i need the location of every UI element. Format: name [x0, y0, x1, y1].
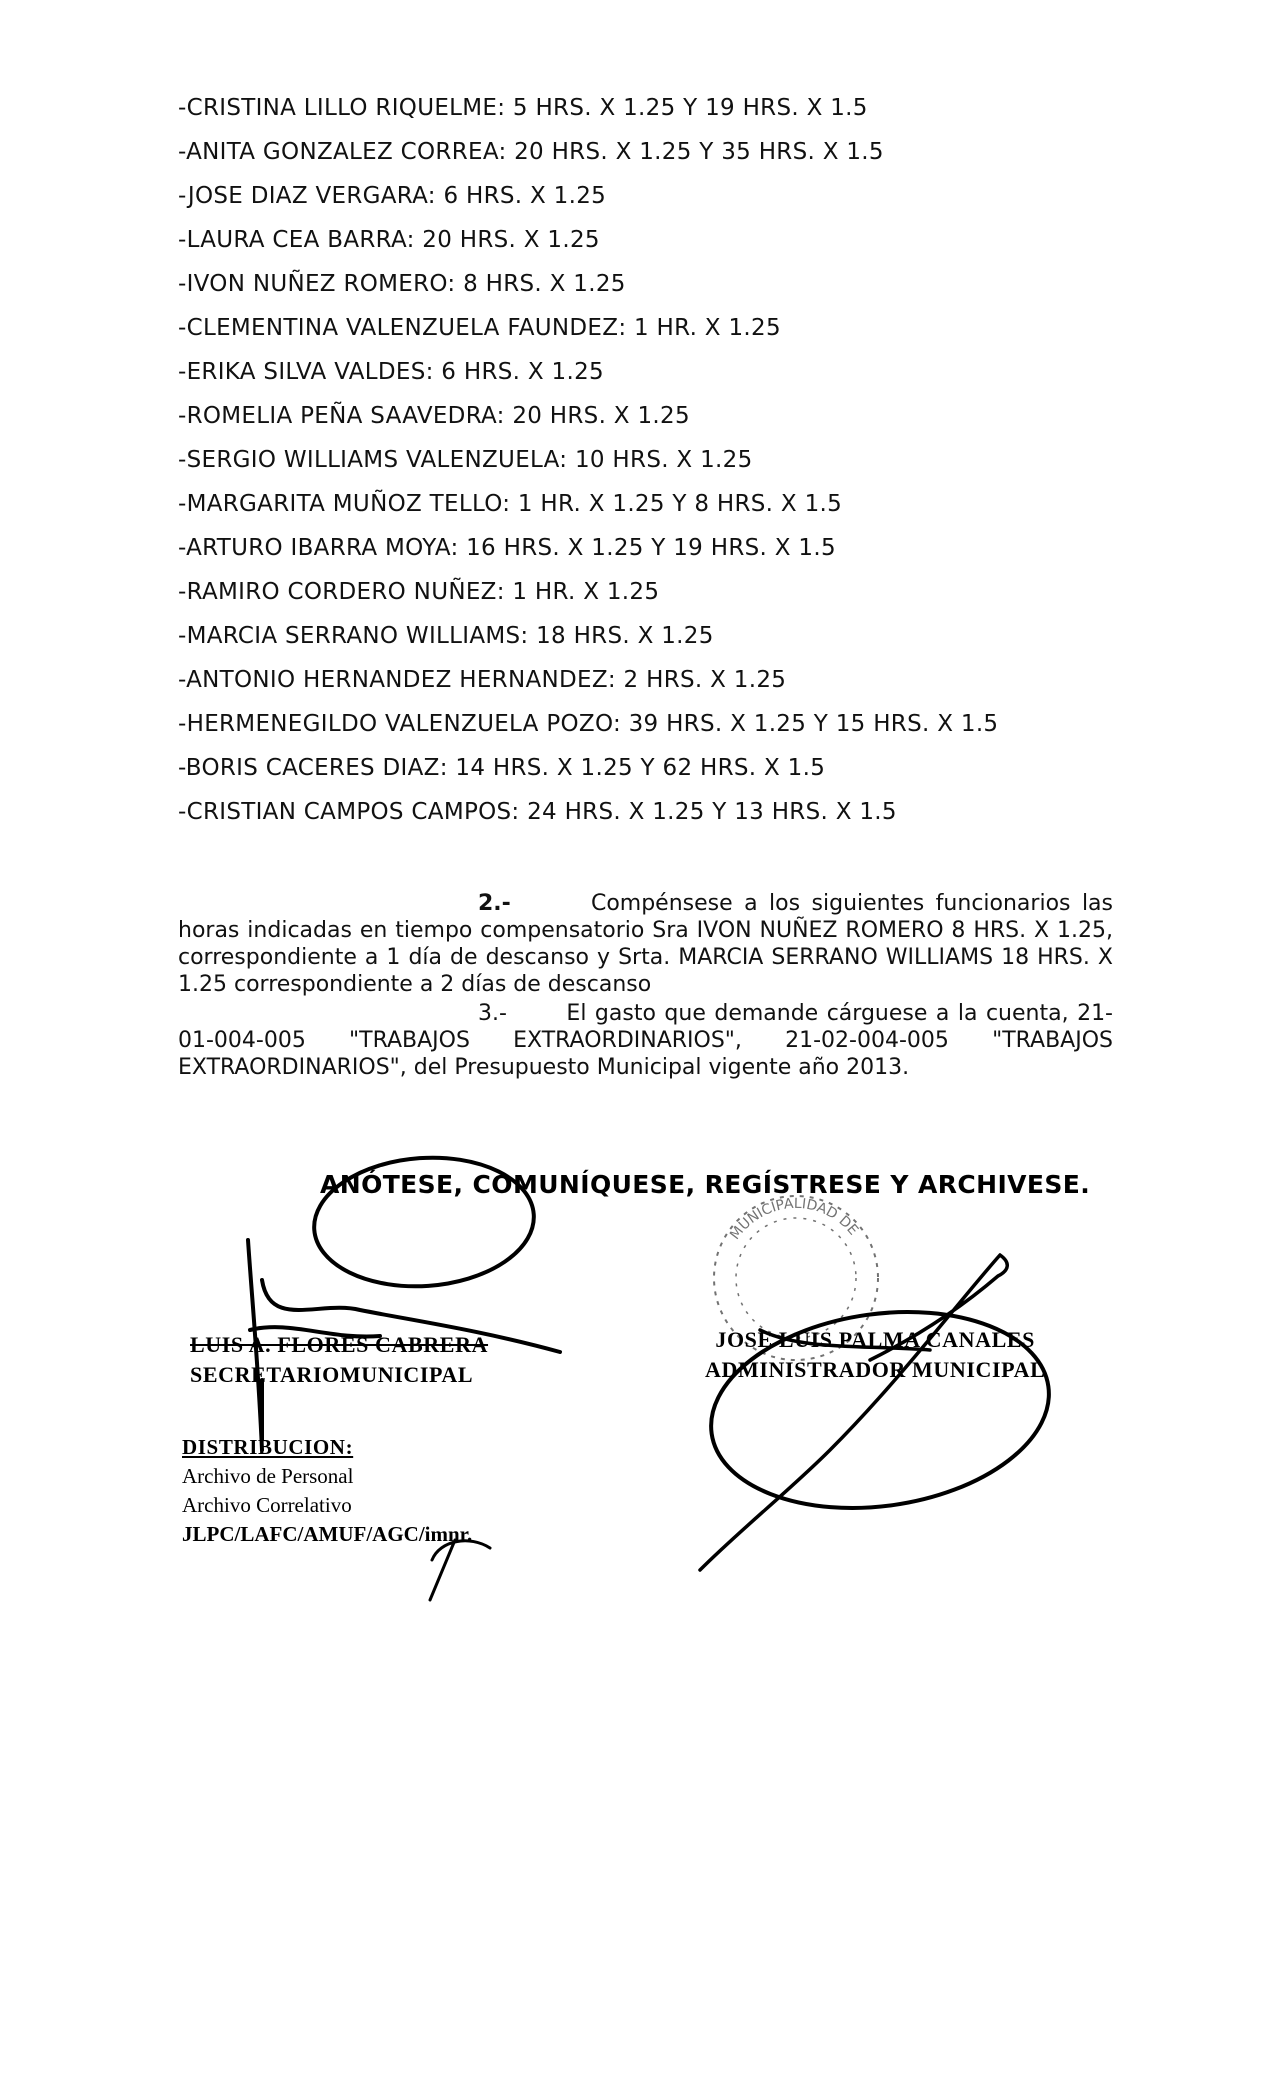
- paragraph-2: [178, 890, 1113, 998]
- staff-overtime-row: -RAMIRO CORDERO NUÑEZ: 1 HR. X 1.25: [178, 579, 660, 605]
- staff-overtime-row: -BORIS CACERES DIAZ: 14 HRS. X 1.25 Y 62 HRS. X 1.5: [178, 755, 826, 781]
- staff-overtime-row: -LAURA CEA BARRA: 20 HRS. X 1.25: [178, 227, 600, 253]
- paragraph-3-text: El gasto que demande cárguese a la cuenta, 21-01-004-005 "TRABAJOS EXTRAORDINARIOS", 21-02-004-005 "TRABAJOS EXTRAORDINARIOS", del Presupuesto Municipal vigente año 2013.: [178, 1001, 1113, 1080]
- signature-block-administrator: [705, 1325, 1045, 1385]
- distribution-item-personnel: Archivo de Personal: [182, 1464, 354, 1488]
- svg-text:MUNICIPALIDAD DE: [727, 1196, 861, 1243]
- staff-overtime-row: -ANITA GONZALEZ CORREA: 20 HRS. X 1.25 Y 35 HRS. X 1.5: [178, 139, 884, 165]
- initials-scribble: [430, 1540, 490, 1600]
- staff-overtime-row: -ROMELIA PEÑA SAAVEDRA: 20 HRS. X 1.25: [178, 403, 690, 429]
- signature-block-secretary: [190, 1330, 488, 1390]
- distribution-heading: DISTRIBUCION:: [182, 1435, 354, 1459]
- staff-overtime-row: -MARCIA SERRANO WILLIAMS: 18 HRS. X 1.25: [178, 623, 714, 649]
- staff-overtime-row: -ERIKA SILVA VALDES: 6 HRS. X 1.25: [178, 359, 604, 385]
- staff-overtime-row: -SERGIO WILLIAMS VALENZUELA: 10 HRS. X 1.25: [178, 447, 753, 473]
- paragraph-2-number: 2.-: [478, 891, 511, 916]
- distribution-item-correlative: Archivo Correlativo: [182, 1493, 352, 1517]
- staff-overtime-row: -CRISTIAN CAMPOS CAMPOS: 24 HRS. X 1.25 Y 13 HRS. X 1.5: [178, 799, 897, 825]
- distribution-initials: JLPC/LAFC/AMUF/AGC/imnr.: [182, 1522, 473, 1546]
- paragraph-2-text: Compénsese a los siguientes funcionarios las horas indicadas en tiempo compensatorio Sra IVON NUÑEZ ROMERO 8 HRS. X 1.25, correspondiente a 1 día de descanso y Srta. MARCIA SERRANO WILLIAMS 18 HRS. X 1.25 correspondiente a 2 días de descanso: [178, 891, 1113, 997]
- staff-overtime-row: -ARTURO IBARRA MOYA: 16 HRS. X 1.25 Y 19 HRS. X 1.5: [178, 535, 836, 561]
- administrator-name: JOSE LUIS PALMA CANALES: [715, 1327, 1035, 1352]
- staff-overtime-row: -IVON NUÑEZ ROMERO: 8 HRS. X 1.25: [178, 271, 626, 297]
- staff-overtime-row: -CRISTINA LILLO RIQUELME: 5 HRS. X 1.25 Y 19 HRS. X 1.5: [178, 95, 868, 121]
- paragraph-3: [178, 1000, 1113, 1081]
- paragraph-3-number: 3.-: [478, 1001, 507, 1026]
- signature-right-scribble: [700, 1255, 1007, 1570]
- stamp-text: MUNICIPALIDAD DE: [727, 1195, 862, 1243]
- staff-overtime-row: -JOSE DIAZ VERGARA: 6 HRS. X 1.25: [178, 183, 607, 209]
- secretary-name: LUIS A. FLORES CABRERA: [190, 1332, 489, 1357]
- staff-overtime-row: -ANTONIO HERNANDEZ HERNANDEZ: 2 HRS. X 1.25: [178, 667, 787, 693]
- staff-overtime-list: [178, 86, 1158, 834]
- secretary-title: SECRETARIOMUNICIPAL: [190, 1362, 474, 1387]
- closing-formula: ANÓTESE, COMUNÍQUESE, REGÍSTRESE Y ARCHIVESE.: [320, 1170, 1091, 1199]
- administrator-title: ADMINISTRADOR MUNICIPAL: [705, 1357, 1046, 1382]
- distribution-block: [182, 1433, 472, 1549]
- staff-overtime-row: -HERMENEGILDO VALENZUELA POZO: 39 HRS. X 1.25 Y 15 HRS. X 1.5: [178, 711, 999, 737]
- staff-overtime-row: -MARGARITA MUÑOZ TELLO: 1 HR. X 1.25 Y 8 HRS. X 1.5: [178, 491, 843, 517]
- staff-overtime-row: -CLEMENTINA VALENZUELA FAUNDEZ: 1 HR. X 1.25: [178, 315, 781, 341]
